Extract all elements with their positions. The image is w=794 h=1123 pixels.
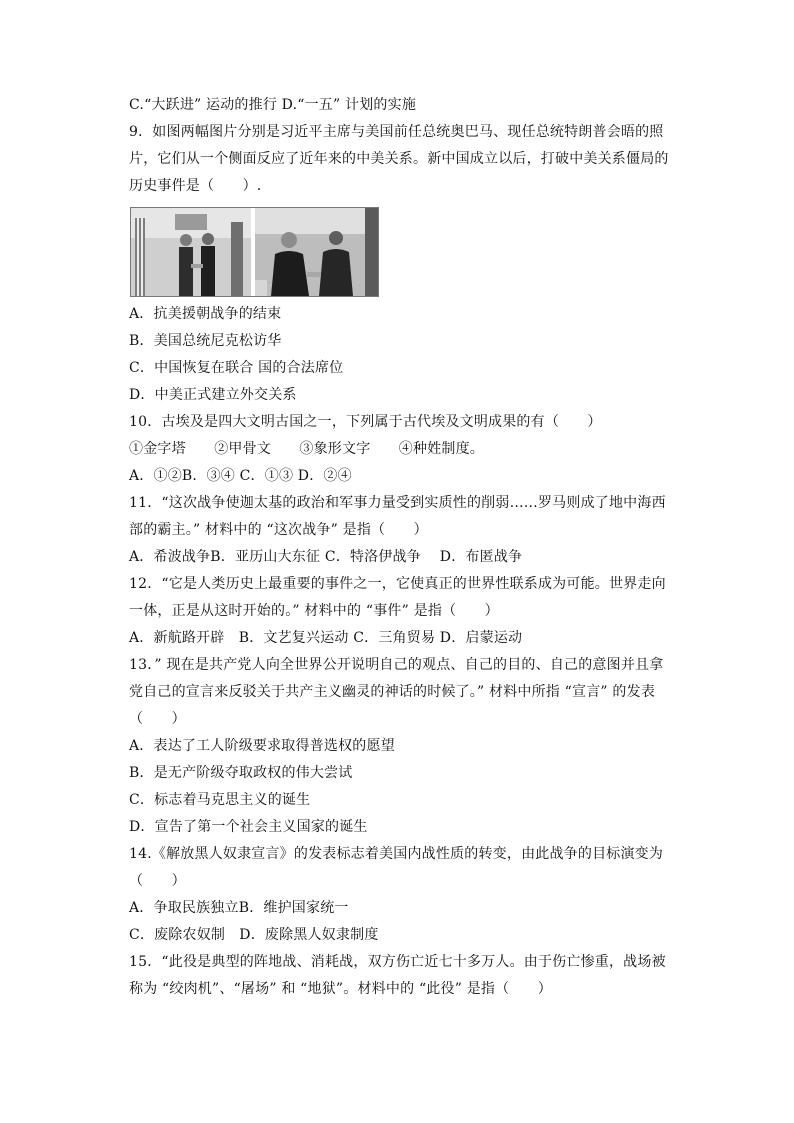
q9-option-b: B．美国总统尼克松访华 (129, 333, 282, 349)
q10-stem: 10．古埃及是四大文明古国之一，下列属于古代埃及文明成果的有（ ） (129, 414, 602, 430)
right-photo-meeting (255, 208, 378, 296)
left-photo-meeting (131, 208, 251, 296)
q11-options: A．希波战争B．亚历山大东征 C．特洛伊战争 D．布匿战争 (129, 549, 523, 565)
q14-options-ab: A．争取民族独立B．维护国家统一 (129, 900, 349, 916)
q13-stem-line2: 党自己的宣言来反驳关于共产主义幽灵的神话的时候了。” 材料中所指 “宣言” 的发表 (129, 684, 656, 700)
q14-options-cd: C．废除农奴制 D．废除黑人奴隶制度 (129, 927, 379, 943)
q9-option-a: A．抗美援朝战争的结束 (129, 306, 282, 322)
q12-stem-line2: 一体，正是从这时开始的。” 材料中的 “事件” 是指（ ） (129, 603, 499, 619)
q10-options: A．①②B．③④ C．①③ D．②④ (129, 468, 352, 484)
q9-stem-line2: 片，它们从一个侧面反应了近年来的中美关系。新中国成立以后，打破中美关系僵局的 (129, 151, 669, 167)
q13-option-a: A．表达了工人阶级要求取得普选权的愿望 (129, 738, 395, 754)
q13-option-b: B．是无产阶级夺取政权的伟大尝试 (129, 765, 353, 781)
q14-stem-line2: （ ） (129, 873, 186, 889)
q10-items: ①金字塔 ②甲骨文 ③象形文字 ④种姓制度。 (129, 441, 484, 457)
q9-stem-line3: 历史事件是（ ）. (129, 178, 262, 194)
q9-photo-pair (130, 207, 379, 297)
q15-stem-line2: 称为 “绞肉机”、“屠场” 和 “地狱”。材料中的 “此役” 是指（ ） (129, 981, 552, 997)
q12-options: A．新航路开辟 B．文艺复兴运动 C．三角贸易 D．启蒙运动 (129, 630, 523, 646)
q9-option-c: C．中国恢复在联合 国的合法席位 (129, 360, 344, 376)
q13-option-d: D．宣告了第一个社会主义国家的诞生 (129, 819, 368, 835)
q15-stem-line1: 15．“此役是典型的阵地战、消耗战，双方伤亡近七十多万人。由于伤亡惨重，战场被 (129, 954, 666, 970)
q13-option-c: C．标志着马克思主义的诞生 (129, 792, 311, 808)
q14-stem-line1: 14.《解放黑人奴隶宣言》的发表标志着美国内战性质的转变，由此战争的目标演变为 (129, 846, 664, 862)
q11-stem-line2: 部的霸主。” 材料中的 “这次战争” 是指（ ） (129, 522, 428, 538)
q11-stem-line1: 11．“这次战争使迦太基的政治和军事力量受到实质性的削弱……罗马则成了地中海西 (129, 495, 666, 511)
q13-stem-line1: 13．” 现在是共产党人向全世界公开说明自己的观点、自己的目的、自己的意图并且拿 (129, 657, 664, 673)
q13-stem-line3: （ ） (129, 711, 186, 727)
q12-stem-line1: 12．“它是人类历史上最重要的事件之一，它使真正的世界性联系成为可能。世界走向 (129, 576, 666, 592)
q9-option-d: D．中美正式建立外交关系 (129, 387, 297, 403)
q9-stem-line1: 9．如图两幅图片分别是习近平主席与美国前任总统奥巴马、现任总统特朗普会晤的照 (129, 124, 664, 140)
q8-options-cd: C.“大跃进” 运动的推行 D.“一五” 计划的实施 (129, 97, 417, 113)
